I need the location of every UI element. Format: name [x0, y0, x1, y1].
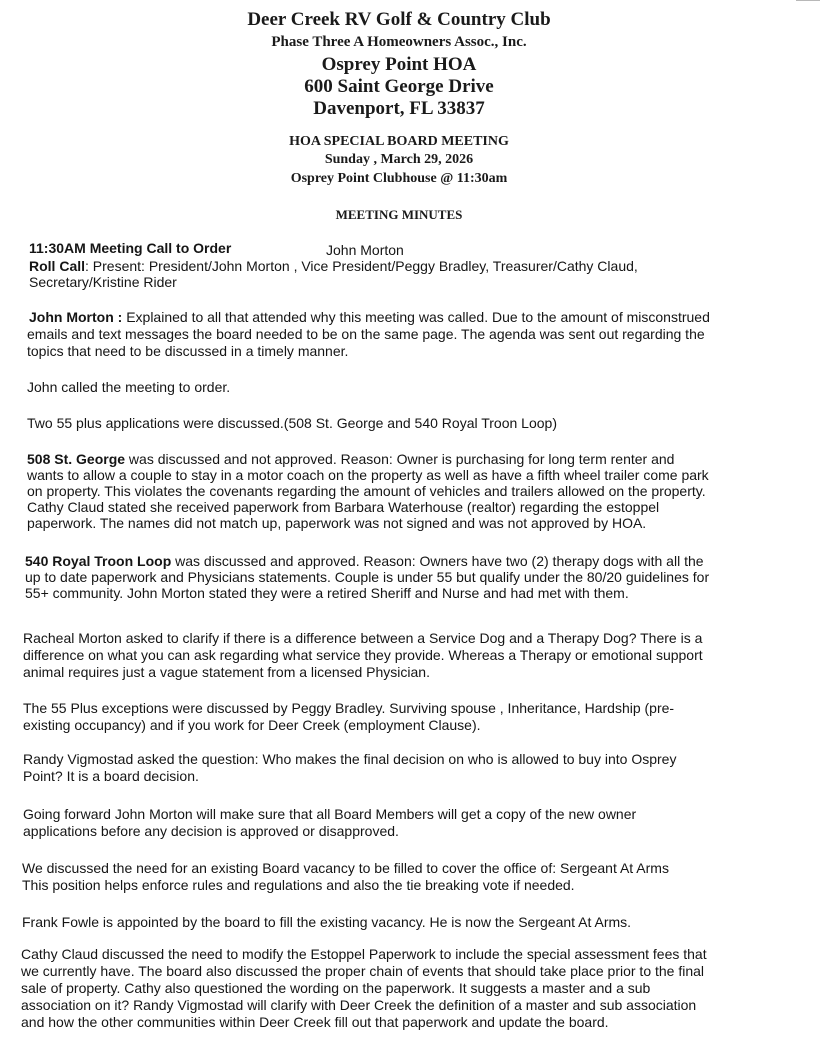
paragraph-line: paperwork. The names did not match up, paperwork was not signed and was not approved by HOA.: [27, 515, 647, 531]
paragraph-line: and how the other communities within Deer Creek fill out that paperwork and update the board.: [21, 1014, 609, 1030]
street-address: 600 Saint George Drive: [304, 76, 494, 97]
paragraph-two-applications: Two 55 plus applications were discussed.(508 St. George and 540 Royal Troon Loop): [27, 415, 557, 431]
paragraph-line: we currently have. The board also discussed the proper chain of events that should take place prior to the final: [21, 963, 705, 979]
hoa-name: Osprey Point HOA: [321, 54, 477, 75]
line-text: was discussed and approved. Reason: Owners have two (2) therapy dogs with all the: [171, 553, 704, 569]
property-address: 508 St. George: [27, 451, 126, 467]
call-to-order-name: John Morton: [326, 242, 404, 258]
roll-call-attendees: : Present: President/John Morton , Vice President/Peggy Bradley, Treasurer/Cathy Claud,: [85, 258, 638, 274]
paragraph-line: applications before any decision is approved or disapproved.: [23, 823, 399, 839]
paragraph-line: Going forward John Morton will make sure that all Board Members will get a copy of the new owner: [23, 806, 637, 822]
paragraph-called-to-order: John called the meeting to order.: [27, 379, 231, 395]
paragraph-line: animal requires just a vague statement from a licensed Physician.: [23, 664, 430, 680]
paragraph-line: existing occupancy) and if you work for Deer Creek (employment Clause).: [23, 717, 481, 733]
paragraph-line: Randy Vigmostad asked the question: Who makes the final decision on who is allowed to buy into Osprey: [23, 751, 677, 767]
property-address: 540 Royal Troon Loop: [25, 553, 172, 569]
meeting-date: Sunday , March 29, 2026: [324, 152, 474, 167]
city-state-zip: Davenport, FL 33837: [313, 98, 485, 119]
paragraph-line: association on it? Randy Vigmostad will clarify with Deer Creek the definition of a master and sub association: [21, 997, 697, 1013]
org-name: Deer Creek RV Golf & Country Club: [247, 9, 551, 30]
roll-call-line-2: Secretary/Kristine Rider: [29, 274, 177, 290]
paragraph-line: Racheal Morton asked to clarify if there is a difference between a Service Dog and a Therapy Dog? There is a: [23, 630, 703, 646]
call-to-order-label: 11:30AM Meeting Call to Order: [29, 240, 232, 256]
line-text: was discussed and not approved. Reason: Owner is purchasing for long term renter and: [125, 451, 675, 467]
paragraph-line: This position helps enforce rules and regulations and also the tie breaking vote if needed.: [22, 877, 575, 893]
paragraph-line: [27, 451, 674, 467]
scan-edge-mark: [796, 0, 820, 1]
section-title: MEETING MINUTES: [335, 207, 463, 222]
line-text: Explained to all that attended why this meeting was called. Due to the amount of misconstrued: [122, 309, 710, 325]
paragraph-line: topics that need to be discussed in a timely manner.: [27, 343, 349, 359]
paragraph-line: difference on what you can ask regarding what service they provide. Whereas a Therapy or emotional support: [23, 647, 703, 663]
paragraph-line: emails and text messages the board needed to be on the same page. The agenda was sent out regarding the: [27, 326, 705, 342]
roll-call-label: Roll Call: [29, 258, 86, 274]
paragraph-line: [29, 309, 710, 325]
paragraph-line: on property. This violates the covenants regarding the amount of vehicles and trailers allowed on the property.: [27, 483, 706, 499]
paragraph-frank-fowle: Frank Fowle is appointed by the board to fill the existing vacancy. He is now the Sergeant At Arms.: [22, 914, 632, 930]
paragraph-line: sale of property. Cathy also questioned the wording on the paperwork. It suggests a master and a sub: [21, 980, 651, 996]
paragraph-line: [25, 553, 704, 569]
paragraph-line: Cathy Claud stated she received paperwork from Barbara Waterhouse (realtor) regarding the estoppel: [27, 499, 660, 515]
paragraph-line: Point? It is a board decision.: [23, 768, 199, 784]
paragraph-line: wants to allow a couple to stay in a motor coach on the property as well as have a fifth wheel trailer come park: [27, 467, 709, 483]
paragraph-line: up to date paperwork and Physicians statements. Couple is under 55 but qualify under the 80/20 guidelines for: [25, 569, 710, 585]
org-subtitle: Phase Three A Homeowners Assoc., Inc.: [271, 34, 527, 50]
paragraph-line: Cathy Claud discussed the need to modify the Estoppel Paperwork to include the special assessment fees that: [21, 946, 707, 962]
speaker-name: John Morton :: [29, 309, 123, 325]
paragraph-line: We discussed the need for an existing Board vacancy to be filled to cover the office of: Sergeant At Arms: [22, 860, 669, 876]
paragraph-line: The 55 Plus exceptions were discussed by Peggy Bradley. Surviving spouse , Inheritance, Hardship (pre-: [23, 700, 675, 716]
roll-call-line-1: [29, 258, 638, 274]
meeting-location: Osprey Point Clubhouse @ 11:30am: [290, 171, 508, 186]
meeting-type: HOA SPECIAL BOARD MEETING: [289, 134, 509, 149]
paragraph-line: 55+ community. John Morton stated they were a retired Sheriff and Nurse and had met with them.: [25, 585, 629, 601]
